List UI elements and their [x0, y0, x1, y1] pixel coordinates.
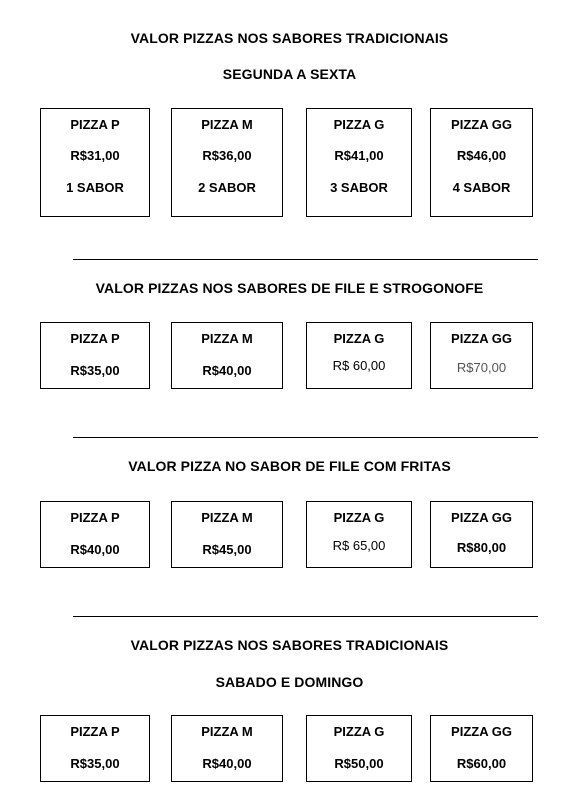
- price-box-pizza-g: [306, 108, 412, 217]
- price-box-pizza-p: [40, 108, 150, 217]
- pizza-size-label: PIZZA M: [201, 724, 253, 739]
- price-box-pizza-g: [306, 322, 412, 389]
- price-box-pizza-m: [171, 501, 283, 568]
- pizza-price: R$31,00: [70, 148, 120, 163]
- price-box-pizza-gg: [430, 715, 533, 782]
- pizza-price: R$40,00: [202, 756, 252, 771]
- pizza-price: R$70,00: [456, 360, 507, 375]
- pizza-price: R$36,00: [202, 148, 252, 163]
- pizza-flavor-count: 1 SABOR: [66, 180, 124, 195]
- pizza-price: R$60,00: [456, 756, 507, 771]
- pizza-price: R$45,00: [202, 542, 252, 557]
- pizza-size-label: PIZZA GG: [451, 117, 512, 132]
- section-divider: [73, 259, 538, 260]
- section-divider: [73, 437, 538, 438]
- price-box-pizza-m: [171, 715, 283, 782]
- price-box-pizza-p: [40, 322, 150, 389]
- section-title-file-com-fritas: VALOR PIZZA NO SABOR DE FILE COM FRITAS: [128, 458, 451, 474]
- pizza-size-label: PIZZA P: [70, 510, 120, 525]
- price-box-pizza-g: [306, 715, 412, 782]
- section-title-tradicionais-weekend: VALOR PIZZAS NOS SABORES TRADICIONAIS: [130, 637, 449, 653]
- pizza-price: R$40,00: [70, 542, 120, 557]
- pizza-size-label: PIZZA GG: [451, 331, 512, 346]
- price-box-pizza-m: [171, 108, 283, 217]
- section-subtitle-segunda-a-sexta: SEGUNDA A SEXTA: [222, 66, 357, 82]
- pizza-size-label: PIZZA P: [70, 724, 120, 739]
- pizza-size-label: PIZZA G: [333, 331, 385, 346]
- section-divider: [73, 616, 538, 617]
- pizza-price: R$41,00: [334, 148, 384, 163]
- pizza-size-label: PIZZA P: [70, 331, 120, 346]
- pizza-price: R$35,00: [70, 756, 120, 771]
- pizza-size-label: PIZZA GG: [451, 724, 512, 739]
- pizza-price: R$40,00: [202, 363, 252, 378]
- section-title-tradicionais-weekday: VALOR PIZZAS NOS SABORES TRADICIONAIS: [130, 30, 449, 46]
- pizza-size-label: PIZZA G: [333, 117, 385, 132]
- pizza-size-label: PIZZA G: [333, 510, 385, 525]
- price-box-pizza-p: [40, 501, 150, 568]
- pizza-price: R$35,00: [70, 363, 120, 378]
- pizza-size-label: PIZZA GG: [451, 510, 512, 525]
- pizza-price: R$ 60,00: [332, 358, 386, 373]
- pizza-price: R$ 65,00: [332, 538, 386, 553]
- pizza-size-label: PIZZA P: [70, 117, 120, 132]
- pizza-price: R$80,00: [456, 540, 507, 555]
- price-box-pizza-gg: [430, 108, 533, 217]
- pizza-size-label: PIZZA M: [201, 117, 253, 132]
- pizza-flavor-count: 3 SABOR: [330, 180, 388, 195]
- price-box-pizza-m: [171, 322, 283, 389]
- pizza-price: R$46,00: [456, 148, 507, 163]
- pizza-size-label: PIZZA M: [201, 510, 253, 525]
- pizza-flavor-count: 2 SABOR: [198, 180, 256, 195]
- pizza-flavor-count: 4 SABOR: [452, 180, 511, 195]
- pizza-price: R$50,00: [334, 756, 384, 771]
- section-subtitle-sabado-e-domingo: SABADO E DOMINGO: [215, 674, 364, 690]
- section-title-file-strogonofe: VALOR PIZZAS NOS SABORES DE FILE E STROGONOFE: [95, 280, 484, 296]
- pizza-size-label: PIZZA G: [333, 724, 385, 739]
- pizza-size-label: PIZZA M: [201, 331, 253, 346]
- price-box-pizza-gg: [430, 322, 533, 389]
- price-box-pizza-p: [40, 715, 150, 782]
- price-box-pizza-g: [306, 501, 412, 568]
- price-box-pizza-gg: [430, 501, 533, 568]
